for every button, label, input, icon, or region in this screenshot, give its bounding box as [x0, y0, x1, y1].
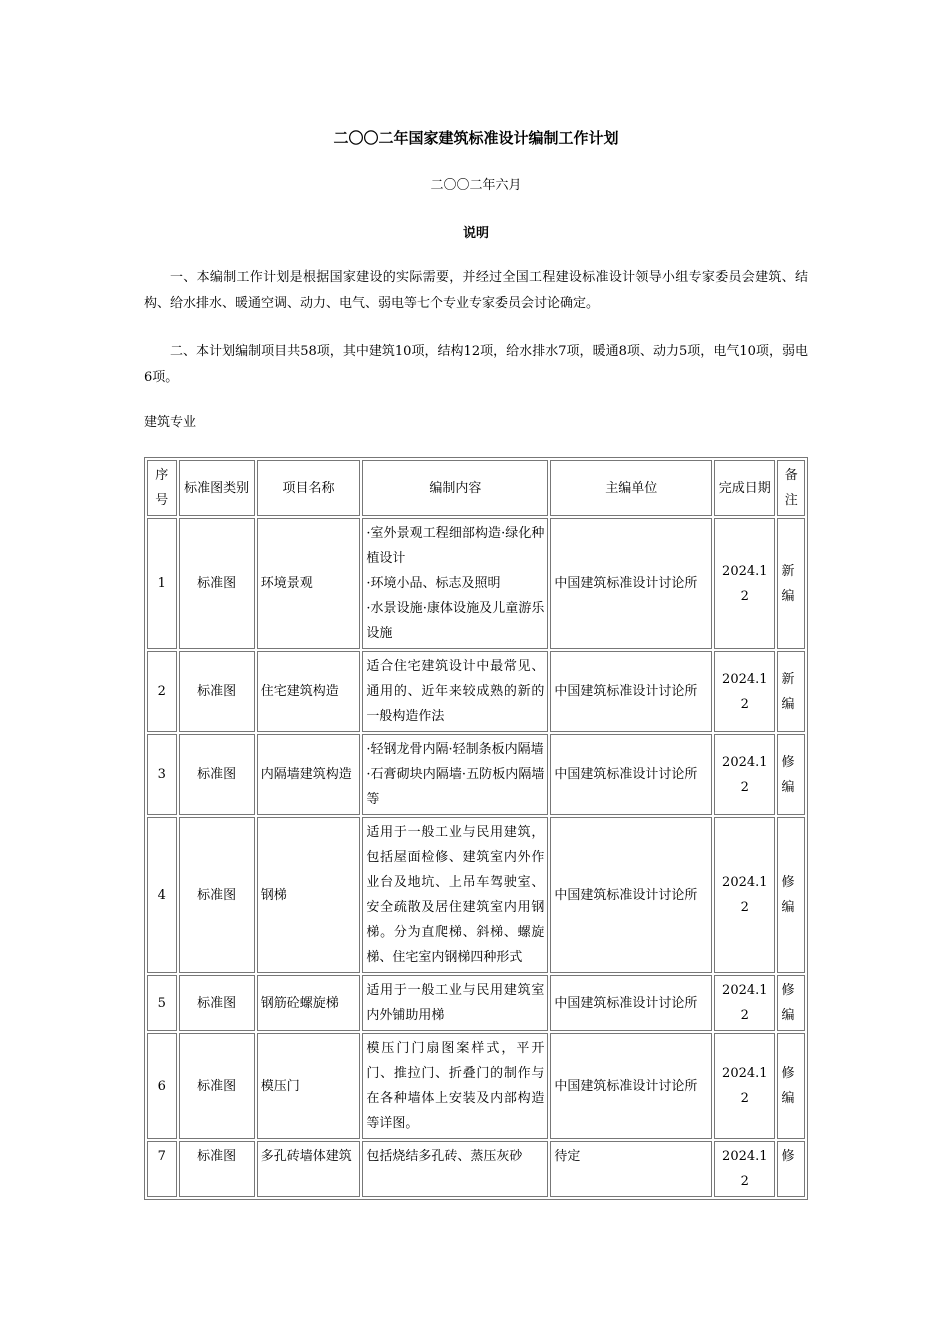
document-date: 二〇〇二年六月 [430, 178, 522, 193]
content-line: 包括烧结多孔砖、蒸压灰砂 [366, 1149, 523, 1164]
cell-note: 修编 [777, 975, 805, 1031]
cell-name: 钢梯 [257, 817, 361, 973]
table-row [147, 518, 805, 649]
table-row [147, 975, 805, 1031]
cell-unit: 中国建筑标准设计讨论所 [550, 518, 712, 649]
cell-category: 标准图 [179, 1033, 255, 1139]
cell-content [362, 1033, 548, 1139]
table-row [147, 817, 805, 973]
cell-unit: 中国建筑标准设计讨论所 [550, 975, 712, 1031]
header-note: 备注 [777, 460, 805, 516]
subheading-architecture: 建筑专业 [144, 415, 197, 430]
cell-date: 2024.12 [714, 1033, 775, 1139]
cell-date: 2024.12 [714, 817, 775, 973]
cell-note: 修编 [777, 817, 805, 973]
cell-date: 2024.12 [714, 1141, 775, 1197]
cell-date: 2024.12 [714, 734, 775, 815]
cell-no: 4 [147, 817, 177, 973]
cell-name: 环境景观 [257, 518, 361, 649]
paragraph-1: 一、本编制工作计划是根据国家建设的实际需要，并经过全国工程建设标准设计领导小组专家委员会建筑、结构、给水排水、暖通空调、动力、电气、弱电等七个专业专家委员会讨论确定。 [144, 270, 808, 311]
section-heading: 说明 [462, 226, 489, 241]
table-row [147, 734, 805, 815]
cell-unit: 中国建筑标准设计讨论所 [550, 651, 712, 732]
cell-date: 2024.12 [714, 651, 775, 732]
content-line: 适合住宅建筑设计中最常见、通用的、近年来较成熟的新的一般构造作法 [366, 659, 545, 724]
cell-note: 修编 [777, 1033, 805, 1139]
table-row [147, 1141, 805, 1197]
cell-content [362, 1141, 548, 1197]
cell-name: 住宅建筑构造 [257, 651, 361, 732]
cell-no: 5 [147, 975, 177, 1031]
header-no: 序号 [147, 460, 177, 516]
cell-note: 修编 [777, 734, 805, 815]
cell-unit: 中国建筑标准设计讨论所 [550, 1033, 712, 1139]
content-line: ·石膏砌块内隔墙·五防板内隔墙等 [366, 767, 545, 807]
cell-no: 2 [147, 651, 177, 732]
header-unit: 主编单位 [550, 460, 712, 516]
cell-category: 标准图 [179, 518, 255, 649]
content-line: 适用于一般工业与民用建筑室内外铺助用梯 [366, 983, 545, 1023]
table-row [147, 1033, 805, 1139]
cell-name: 内隔墙建筑构造 [257, 734, 361, 815]
content-line: 适用于一般工业与民用建筑，包括屋面检修、建筑室内外作业台及地坑、上吊车驾驶室、安全疏散及居住建筑室内用钢梯。分为直爬梯、斜梯、螺旋梯、住宅室内钢梯四种形式 [366, 825, 545, 965]
table-row [147, 651, 805, 732]
cell-unit: 中国建筑标准设计讨论所 [550, 817, 712, 973]
plan-table [144, 457, 808, 1200]
cell-content [362, 734, 548, 815]
header-date: 完成日期 [714, 460, 775, 516]
header-name: 项目名称 [257, 460, 361, 516]
document-title: 二〇〇二年国家建筑标准设计编制工作计划 [333, 129, 619, 147]
cell-no: 1 [147, 518, 177, 649]
cell-note: 修 [777, 1141, 805, 1197]
content-line: ·环境小品、标志及照明 [366, 576, 501, 591]
cell-content [362, 975, 548, 1031]
cell-content [362, 651, 548, 732]
content-line: ·水景设施·康体设施及儿童游乐设施 [366, 601, 545, 641]
cell-unit: 中国建筑标准设计讨论所 [550, 734, 712, 815]
cell-name: 多孔砖墙体建筑 [257, 1141, 361, 1197]
header-category: 标准图类别 [179, 460, 255, 516]
content-line: 模压门门扇图案样式，平开门、推拉门、折叠门的制作与在各种墙体上安装及内部构造等详图。 [366, 1041, 545, 1131]
cell-name: 模压门 [257, 1033, 361, 1139]
cell-category: 标准图 [179, 651, 255, 732]
cell-category: 标准图 [179, 975, 255, 1031]
cell-unit: 待定 [550, 1141, 712, 1197]
cell-content [362, 817, 548, 973]
cell-note: 新编 [777, 651, 805, 732]
cell-name: 钢筋砼螺旋梯 [257, 975, 361, 1031]
cell-category: 标准图 [179, 734, 255, 815]
cell-date: 2024.12 [714, 975, 775, 1031]
cell-date: 2024.12 [714, 518, 775, 649]
content-line: ·轻钢龙骨内隔·轻制条板内隔墙 [366, 742, 544, 757]
table-header-row [147, 460, 805, 516]
cell-no: 7 [147, 1141, 177, 1197]
cell-category: 标准图 [179, 1141, 255, 1197]
header-content: 编制内容 [362, 460, 548, 516]
cell-note: 新编 [777, 518, 805, 649]
cell-category: 标准图 [179, 817, 255, 973]
cell-no: 6 [147, 1033, 177, 1139]
content-line: ·室外景观工程细部构造·绿化种植设计 [366, 526, 545, 566]
paragraph-2: 二、本计划编制项目共58项，其中建筑10项，结构12项，给水排水7项，暖通8项、动力5项，电气10项，弱电6项。 [144, 344, 808, 385]
cell-content [362, 518, 548, 649]
cell-no: 3 [147, 734, 177, 815]
